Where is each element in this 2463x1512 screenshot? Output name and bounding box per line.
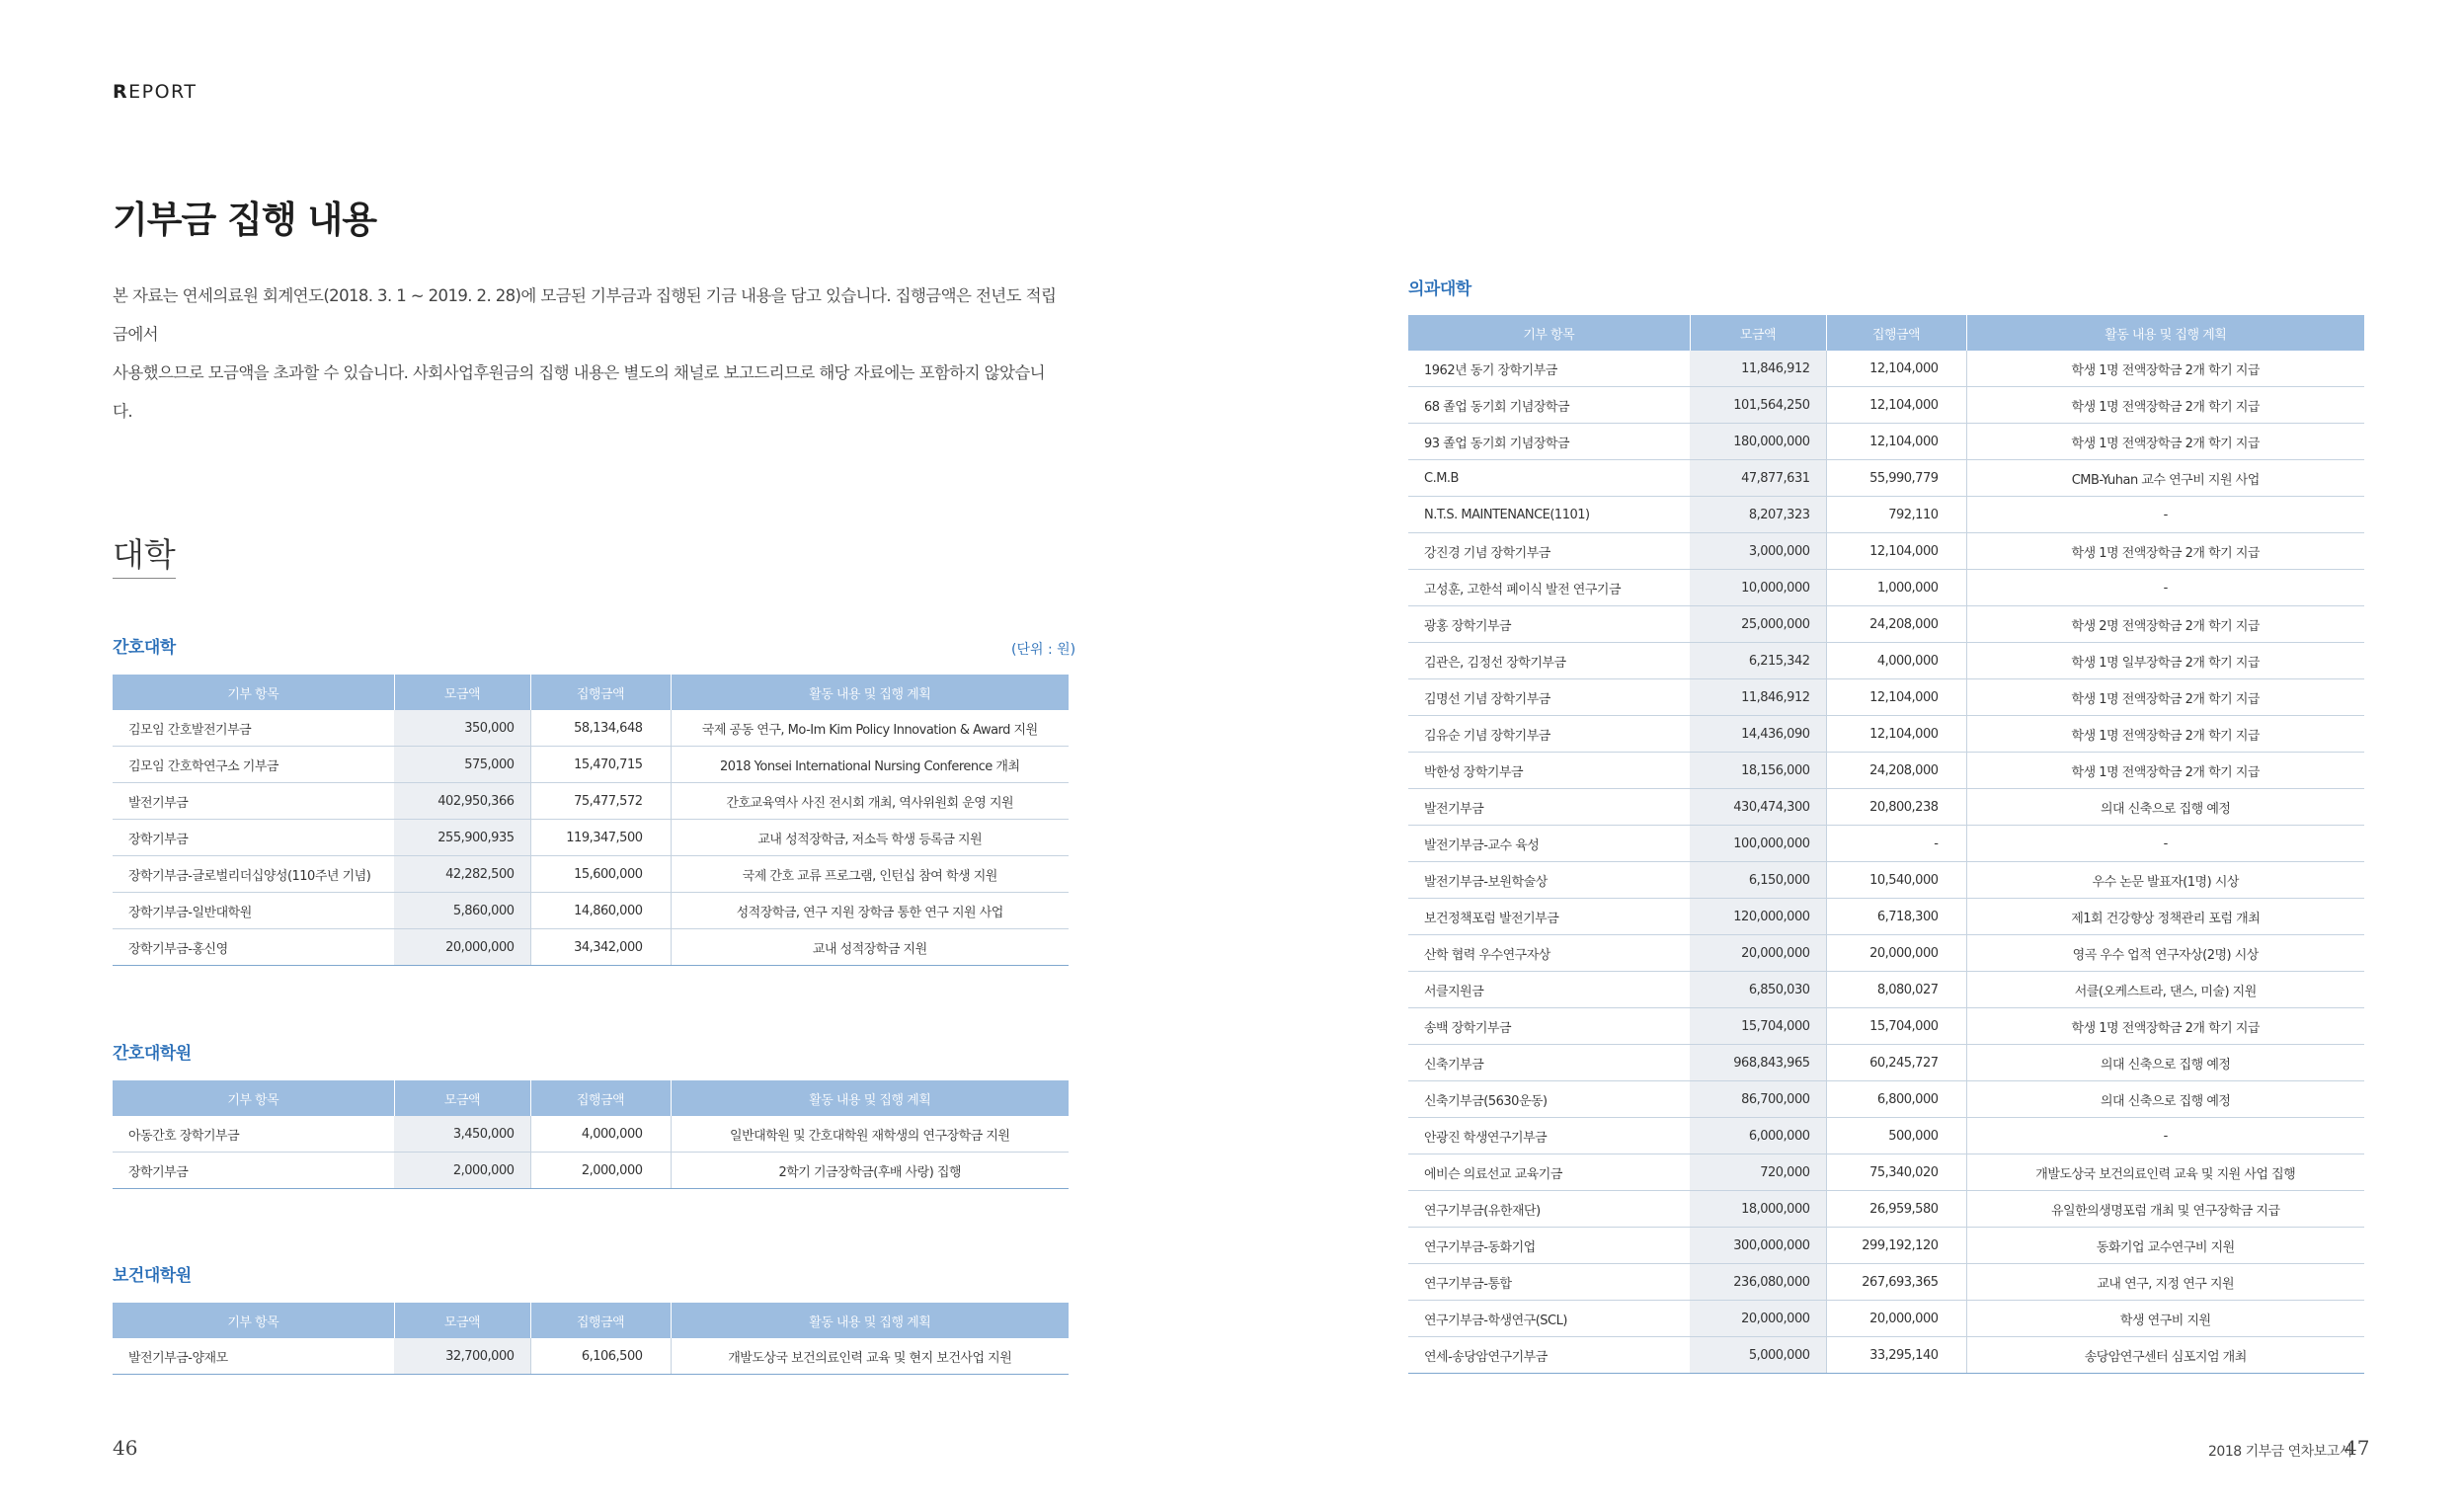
cell-raised: 3,000,000 <box>1690 533 1826 570</box>
table-row <box>1408 1228 2364 1264</box>
cell-activity: - <box>1966 826 2364 862</box>
cell-spent: 75,340,020 <box>1826 1154 1966 1191</box>
cell-raised: 402,950,366 <box>394 783 530 820</box>
cell-item: 아동간호 장학기부금 <box>113 1116 394 1153</box>
cell-raised: 255,900,935 <box>394 820 530 856</box>
cell-raised: 6,000,000 <box>1690 1118 1826 1154</box>
medical-college-title: 의과대학 <box>1408 279 1471 299</box>
cell-item: 발전기부금 <box>113 783 394 820</box>
cell-spent: 33,295,140 <box>1826 1337 1966 1374</box>
cell-activity: 서클(오케스트라, 댄스, 미술) 지원 <box>1966 972 2364 1008</box>
cell-activity: 교내 성적장학금 지원 <box>671 929 1069 966</box>
cell-raised: 6,850,030 <box>1690 972 1826 1008</box>
table-row <box>113 747 1069 783</box>
table-row <box>113 856 1069 893</box>
cell-item: 연구기부금(유한재단) <box>1408 1191 1690 1228</box>
table-row <box>1408 1008 2364 1045</box>
cell-spent: 24,208,000 <box>1826 753 1966 789</box>
cell-activity: 우수 논문 발표자(1명) 시상 <box>1966 862 2364 899</box>
cell-activity: 일반대학원 및 간호대학원 재학생의 연구장학금 지원 <box>671 1116 1069 1153</box>
cell-activity: 개발도상국 보건의료인력 교육 및 지원 사업 집행 <box>1966 1154 2364 1191</box>
cell-spent: 6,800,000 <box>1826 1081 1966 1118</box>
header-raised: 모금액 <box>394 1080 530 1116</box>
header-activity: 활동 내용 및 집행 계획 <box>671 1303 1069 1338</box>
table-row <box>1408 1301 2364 1337</box>
table-row <box>1408 972 2364 1008</box>
cell-item: 보건정책포럼 발전기부금 <box>1408 899 1690 935</box>
cell-raised: 18,156,000 <box>1690 753 1826 789</box>
cell-activity: 2학기 기금장학금(후배 사랑) 집행 <box>671 1153 1069 1189</box>
header-raised: 모금액 <box>394 1303 530 1338</box>
cell-spent: 12,104,000 <box>1826 351 1966 387</box>
cell-item: 김관은, 김정선 장학기부금 <box>1408 643 1690 679</box>
cell-activity: 학생 1명 전액장학금 2개 학기 지급 <box>1966 753 2364 789</box>
table-row <box>1408 570 2364 606</box>
header-item: 기부 항목 <box>1408 315 1690 351</box>
cell-spent: 2,000,000 <box>530 1153 671 1189</box>
cell-item: 발전기부금-교수 육성 <box>1408 826 1690 862</box>
table-row <box>1408 643 2364 679</box>
table-row <box>1408 1337 2364 1374</box>
cell-activity: 학생 1명 전액장학금 2개 학기 지급 <box>1966 387 2364 424</box>
table-row <box>113 1153 1069 1189</box>
header-activity: 활동 내용 및 집행 계획 <box>671 675 1069 710</box>
table-row <box>1408 1264 2364 1301</box>
cell-raised: 8,207,323 <box>1690 497 1826 533</box>
cell-raised: 10,000,000 <box>1690 570 1826 606</box>
cell-spent: 60,245,727 <box>1826 1045 1966 1081</box>
cell-activity: 학생 1명 일부장학금 2개 학기 지급 <box>1966 643 2364 679</box>
health-grad-table <box>113 1303 1069 1375</box>
table-row <box>113 820 1069 856</box>
header-item: 기부 항목 <box>113 1303 394 1338</box>
cell-activity: 개발도상국 보건의료인력 교육 및 현지 보건사업 지원 <box>671 1338 1069 1375</box>
cell-activity: 학생 1명 전액장학금 2개 학기 지급 <box>1966 679 2364 716</box>
cell-raised: 18,000,000 <box>1690 1191 1826 1228</box>
cell-item: 93 졸업 동기회 기념장학금 <box>1408 424 1690 460</box>
table-row <box>1408 497 2364 533</box>
table-row <box>1408 1154 2364 1191</box>
cell-activity: - <box>1966 1118 2364 1154</box>
cell-spent: 14,860,000 <box>530 893 671 929</box>
cell-activity: 간호교육역사 사진 전시회 개최, 역사위원회 운영 지원 <box>671 783 1069 820</box>
cell-spent: 15,704,000 <box>1826 1008 1966 1045</box>
cell-raised: 5,860,000 <box>394 893 530 929</box>
header-raised: 모금액 <box>394 675 530 710</box>
cell-raised: 20,000,000 <box>1690 935 1826 972</box>
cell-spent: 267,693,365 <box>1826 1264 1966 1301</box>
cell-spent: - <box>1826 826 1966 862</box>
header-spent: 집행금액 <box>530 1080 671 1116</box>
table-row <box>1408 1191 2364 1228</box>
cell-activity: 국제 간호 교류 프로그램, 인턴십 참여 학생 지원 <box>671 856 1069 893</box>
table-row <box>1408 351 2364 387</box>
cell-activity: CMB-Yuhan 교수 연구비 지원 사업 <box>1966 460 2364 497</box>
cell-activity: 학생 1명 전액장학금 2개 학기 지급 <box>1966 716 2364 753</box>
cell-raised: 180,000,000 <box>1690 424 1826 460</box>
cell-raised: 6,215,342 <box>1690 643 1826 679</box>
cell-spent: 75,477,572 <box>530 783 671 820</box>
table-row <box>1408 460 2364 497</box>
cell-activity: 국제 공동 연구, Mo-Im Kim Policy Innovation & Award 지원 <box>671 710 1069 747</box>
cell-item: N.T.S. MAINTENANCE(1101) <box>1408 497 1690 533</box>
table-header <box>113 1080 1069 1116</box>
cell-raised: 20,000,000 <box>394 929 530 966</box>
cell-item: 장학기부금-일반대학원 <box>113 893 394 929</box>
page-number-right: 47 <box>2344 1436 2370 1460</box>
table-row <box>113 1116 1069 1153</box>
cell-spent: 12,104,000 <box>1826 533 1966 570</box>
cell-spent: 15,470,715 <box>530 747 671 783</box>
cell-spent: 500,000 <box>1826 1118 1966 1154</box>
header-spent: 집행금액 <box>530 1303 671 1338</box>
cell-spent: 12,104,000 <box>1826 387 1966 424</box>
cell-spent: 792,110 <box>1826 497 1966 533</box>
table-header <box>113 675 1069 710</box>
unit-label: (단위 : 원) <box>1011 642 1076 658</box>
cell-spent: 55,990,779 <box>1826 460 1966 497</box>
table-row <box>1408 1081 2364 1118</box>
cell-item: 연구기부금-학생연구(SCL) <box>1408 1301 1690 1337</box>
table-row <box>1408 387 2364 424</box>
nursing-college-table <box>113 675 1069 966</box>
table-row <box>1408 789 2364 826</box>
cell-raised: 15,704,000 <box>1690 1008 1826 1045</box>
cell-item: 서클지원금 <box>1408 972 1690 1008</box>
table-row <box>1408 899 2364 935</box>
cell-activity: 동화기업 교수연구비 지원 <box>1966 1228 2364 1264</box>
intro-line-1: 본 자료는 연세의료원 회계연도(2018. 3. 1 ~ 2019. 2. 28)에 모금된 기부금과 집행된 기금 내용을 담고 있습니다. 집행금액은 전년도 적립금에서 <box>113 286 1057 344</box>
intro-line-2: 사용했으므로 모금액을 초과할 수 있습니다. 사회사업후원금의 집행 내용은 별도의 채널로 보고드리므로 해당 자료에는 포함하지 않았습니다. <box>113 363 1045 421</box>
cell-item: 송백 장학기부금 <box>1408 1008 1690 1045</box>
cell-item: 박한성 장학기부금 <box>1408 753 1690 789</box>
cell-item: C.M.B <box>1408 460 1690 497</box>
cell-raised: 25,000,000 <box>1690 606 1826 643</box>
table-row <box>1408 826 2364 862</box>
cell-activity: - <box>1966 497 2364 533</box>
header-activity: 활동 내용 및 집행 계획 <box>1966 315 2364 351</box>
table-row <box>1408 533 2364 570</box>
cell-spent: 4,000,000 <box>1826 643 1966 679</box>
medical-college-table <box>1408 315 2364 1374</box>
cell-spent: 20,800,238 <box>1826 789 1966 826</box>
nursing-grad-title: 간호대학원 <box>113 1044 192 1064</box>
cell-item: 강진경 기념 장학기부금 <box>1408 533 1690 570</box>
table-header <box>1408 315 2364 351</box>
cell-raised: 101,564,250 <box>1690 387 1826 424</box>
cell-activity: 의대 신축으로 집행 예정 <box>1966 1045 2364 1081</box>
cell-item: 68 졸업 동기회 기념장학금 <box>1408 387 1690 424</box>
cell-raised: 350,000 <box>394 710 530 747</box>
cell-item: 김유순 기념 장학기부금 <box>1408 716 1690 753</box>
cell-spent: 10,540,000 <box>1826 862 1966 899</box>
table-row <box>1408 679 2364 716</box>
cell-activity: 유일한의생명포럼 개최 및 연구장학금 지급 <box>1966 1191 2364 1228</box>
cell-item: 김명선 기념 장학기부금 <box>1408 679 1690 716</box>
cell-item: 발전기부금 <box>1408 789 1690 826</box>
cell-raised: 3,450,000 <box>394 1116 530 1153</box>
cell-spent: 24,208,000 <box>1826 606 1966 643</box>
cell-raised: 430,474,300 <box>1690 789 1826 826</box>
cell-item: 고성훈, 고한석 폐이식 발전 연구기금 <box>1408 570 1690 606</box>
cell-spent: 12,104,000 <box>1826 424 1966 460</box>
cell-raised: 100,000,000 <box>1690 826 1826 862</box>
cell-activity: 성적장학금, 연구 지원 장학금 통한 연구 지원 사업 <box>671 893 1069 929</box>
cell-raised: 968,843,965 <box>1690 1045 1826 1081</box>
cell-raised: 11,846,912 <box>1690 351 1826 387</box>
cell-raised: 236,080,000 <box>1690 1264 1826 1301</box>
table-row <box>113 783 1069 820</box>
cell-item: 연구기부금-통합 <box>1408 1264 1690 1301</box>
cell-activity: 교내 성적장학금, 저소득 학생 등록금 지원 <box>671 820 1069 856</box>
cell-item: 신축기부금 <box>1408 1045 1690 1081</box>
cell-raised: 2,000,000 <box>394 1153 530 1189</box>
table-row <box>113 710 1069 747</box>
table-row <box>1408 424 2364 460</box>
table-row <box>1408 716 2364 753</box>
cell-item: 장학기부금-글로벌리더십양성(110주년 기념) <box>113 856 394 893</box>
table-row <box>113 929 1069 966</box>
cell-spent: 8,080,027 <box>1826 972 1966 1008</box>
cell-activity: 교내 연구, 지정 연구 지원 <box>1966 1264 2364 1301</box>
cell-item: 연세-송당암연구기부금 <box>1408 1337 1690 1374</box>
section-title: 대학 <box>113 529 176 579</box>
intro-paragraph <box>113 277 1061 431</box>
cell-raised: 42,282,500 <box>394 856 530 893</box>
cell-activity: 학생 1명 전액장학금 2개 학기 지급 <box>1966 424 2364 460</box>
cell-spent: 26,959,580 <box>1826 1191 1966 1228</box>
cell-activity: 학생 2명 전액장학금 2개 학기 지급 <box>1966 606 2364 643</box>
cell-raised: 575,000 <box>394 747 530 783</box>
cell-item: 김모임 간호발전기부금 <box>113 710 394 747</box>
table-row <box>1408 753 2364 789</box>
cell-activity: 학생 연구비 지원 <box>1966 1301 2364 1337</box>
cell-raised: 300,000,000 <box>1690 1228 1826 1264</box>
cell-raised: 14,436,090 <box>1690 716 1826 753</box>
cell-activity: 제1회 건강향상 정책관리 포럼 개최 <box>1966 899 2364 935</box>
cell-raised: 720,000 <box>1690 1154 1826 1191</box>
cell-activity: 2018 Yonsei International Nursing Conference 개최 <box>671 747 1069 783</box>
header-spent: 집행금액 <box>1826 315 1966 351</box>
cell-item: 장학기부금 <box>113 820 394 856</box>
cell-item: 발전기부금-보원학술상 <box>1408 862 1690 899</box>
cell-activity: 영곡 우수 업적 연구자상(2명) 시상 <box>1966 935 2364 972</box>
cell-raised: 11,846,912 <box>1690 679 1826 716</box>
cell-spent: 4,000,000 <box>530 1116 671 1153</box>
cell-item: 발전기부금-양재모 <box>113 1338 394 1375</box>
cell-item: 연구기부금-동화기업 <box>1408 1228 1690 1264</box>
cell-spent: 20,000,000 <box>1826 935 1966 972</box>
page-number-left: 46 <box>113 1436 138 1460</box>
cell-spent: 6,718,300 <box>1826 899 1966 935</box>
cell-item: 안광진 학생연구기부금 <box>1408 1118 1690 1154</box>
cell-spent: 58,134,648 <box>530 710 671 747</box>
table-row <box>113 893 1069 929</box>
cell-spent: 12,104,000 <box>1826 716 1966 753</box>
cell-raised: 5,000,000 <box>1690 1337 1826 1374</box>
health-grad-title: 보건대학원 <box>113 1266 192 1286</box>
nursing-grad-table <box>113 1080 1069 1189</box>
report-header: REPORT <box>113 81 198 103</box>
table-row <box>1408 1045 2364 1081</box>
cell-spent: 6,106,500 <box>530 1338 671 1375</box>
header-raised: 모금액 <box>1690 315 1826 351</box>
cell-raised: 47,877,631 <box>1690 460 1826 497</box>
cell-raised: 32,700,000 <box>394 1338 530 1375</box>
footer-report-label: 2018 기부금 연차보고서 <box>2208 1444 2352 1460</box>
cell-raised: 6,150,000 <box>1690 862 1826 899</box>
cell-activity: 의대 신축으로 집행 예정 <box>1966 1081 2364 1118</box>
page-title: 기부금 집행 내용 <box>113 199 376 241</box>
cell-spent: 20,000,000 <box>1826 1301 1966 1337</box>
table-row <box>113 1338 1069 1375</box>
table-row <box>1408 935 2364 972</box>
header-activity: 활동 내용 및 집행 계획 <box>671 1080 1069 1116</box>
cell-item: 광홍 장학기부금 <box>1408 606 1690 643</box>
cell-spent: 1,000,000 <box>1826 570 1966 606</box>
cell-spent: 15,600,000 <box>530 856 671 893</box>
cell-item: 신축기부금(5630운동) <box>1408 1081 1690 1118</box>
cell-item: 1962년 동기 장학기부금 <box>1408 351 1690 387</box>
header-item: 기부 항목 <box>113 675 394 710</box>
cell-activity: - <box>1966 570 2364 606</box>
cell-item: 에비슨 의료선교 교육기금 <box>1408 1154 1690 1191</box>
nursing-college-title: 간호대학 <box>113 638 176 658</box>
header-spent: 집행금액 <box>530 675 671 710</box>
cell-activity: 학생 1명 전액장학금 2개 학기 지급 <box>1966 351 2364 387</box>
cell-spent: 119,347,500 <box>530 820 671 856</box>
cell-item: 김모임 간호학연구소 기부금 <box>113 747 394 783</box>
header-item: 기부 항목 <box>113 1080 394 1116</box>
cell-raised: 120,000,000 <box>1690 899 1826 935</box>
cell-spent: 34,342,000 <box>530 929 671 966</box>
cell-activity: 송당암연구센터 심포지엄 개최 <box>1966 1337 2364 1374</box>
cell-item: 장학기부금-홍신영 <box>113 929 394 966</box>
table-row <box>1408 606 2364 643</box>
cell-activity: 학생 1명 전액장학금 2개 학기 지급 <box>1966 533 2364 570</box>
table-header <box>113 1303 1069 1338</box>
cell-item: 산학 협력 우수연구자상 <box>1408 935 1690 972</box>
cell-activity: 학생 1명 전액장학금 2개 학기 지급 <box>1966 1008 2364 1045</box>
cell-raised: 20,000,000 <box>1690 1301 1826 1337</box>
table-row <box>1408 1118 2364 1154</box>
table-row <box>1408 862 2364 899</box>
cell-spent: 299,192,120 <box>1826 1228 1966 1264</box>
cell-item: 장학기부금 <box>113 1153 394 1189</box>
cell-spent: 12,104,000 <box>1826 679 1966 716</box>
cell-raised: 86,700,000 <box>1690 1081 1826 1118</box>
cell-activity: 의대 신축으로 집행 예정 <box>1966 789 2364 826</box>
